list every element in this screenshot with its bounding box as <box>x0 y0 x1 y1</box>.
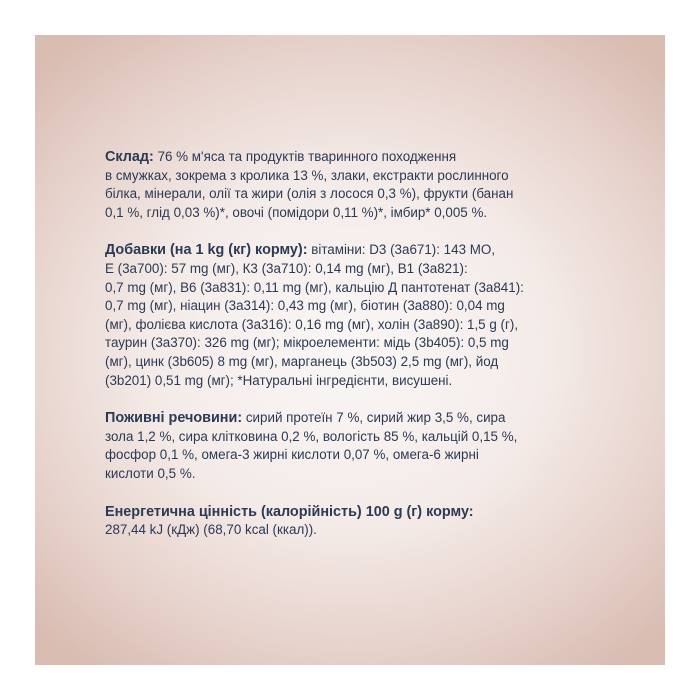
text-line <box>105 409 605 428</box>
section-composition <box>105 148 605 222</box>
text-line: (мг), цинк (3b605) 8 mg (мг), марганець (3b503) 2,5 mg (мг), йод <box>105 353 499 369</box>
text-line: в смужках, зокрема з кролика 13 %, злаки, екстракти рослинного <box>105 167 509 183</box>
text-line: таурин (3a370): 326 mg (мг); мікроелементи: мідь (3b405): 0,5 mg <box>105 335 509 351</box>
label-panel <box>35 35 665 665</box>
text-line: (мг), фолієва кислота (3a316): 0,16 mg (мг), холін (3a890): 1,5 g (г), <box>105 316 519 332</box>
text-line: 0,7 mg (мг), В6 (3a831): 0,11 mg (мг), кальцію Д пантотенат (3a841): <box>105 279 524 295</box>
text-line <box>105 503 605 522</box>
text-line: білка, мінерали, олії та жири (олія з лосося 0,3 %), фрукти (банан <box>105 186 514 202</box>
section-nutrients <box>105 409 605 483</box>
text-line: фосфор 0,1 %, омега-3 жирні кислоти 0,07 %, омега-6 жирні <box>105 447 479 463</box>
text-fragment: 76 % м'яса та продуктів тваринного походження <box>153 149 457 164</box>
section-heading: Склад: <box>105 149 154 165</box>
section-heading: Добавки (на 1 kg (кг) корму): <box>105 242 308 259</box>
text-line: кислоти 0,5 %. <box>105 465 196 481</box>
composition-text <box>105 148 605 540</box>
text-line: (3b201) 0,51 mg (мг); *Натуральні інгредієнти, висушені. <box>105 372 453 388</box>
text-fragment: вітаміни: D3 (3a671): 143 МО, <box>307 242 496 258</box>
text-line: 0,7 mg (мг), ніацин (3a314): 0,43 mg (мг), біотин (3a880): 0,04 mg <box>105 298 505 314</box>
text-line: зола 1,2 %, сира клітковина 0,2 %, вологість 85 %, кальцій 0,15 %, <box>105 428 518 444</box>
text-line: E (3a700): 57 mg (мг), К3 (3a710): 0,14 mg (мг), В1 (3a821): <box>105 260 468 276</box>
text-line <box>105 148 605 167</box>
text-fragment: сирий протеїн 7 %, сирий жир 3,5 %, сира <box>242 410 506 426</box>
section-heading: Енергетична цінність (калорійність) 100 g (г) корму: <box>105 503 474 520</box>
section-energy <box>105 503 605 540</box>
text-line: 287,44 kJ (кДж) (68,70 kcal (ккал)). <box>105 522 317 538</box>
text-line: 0,1 %, глід 0,03 %)*, овочі (помідори 0,11 %)*, імбир* 0,005 %. <box>105 204 488 220</box>
section-heading: Поживні речовини: <box>105 410 243 427</box>
text-line <box>105 241 605 260</box>
section-additives <box>105 241 605 390</box>
